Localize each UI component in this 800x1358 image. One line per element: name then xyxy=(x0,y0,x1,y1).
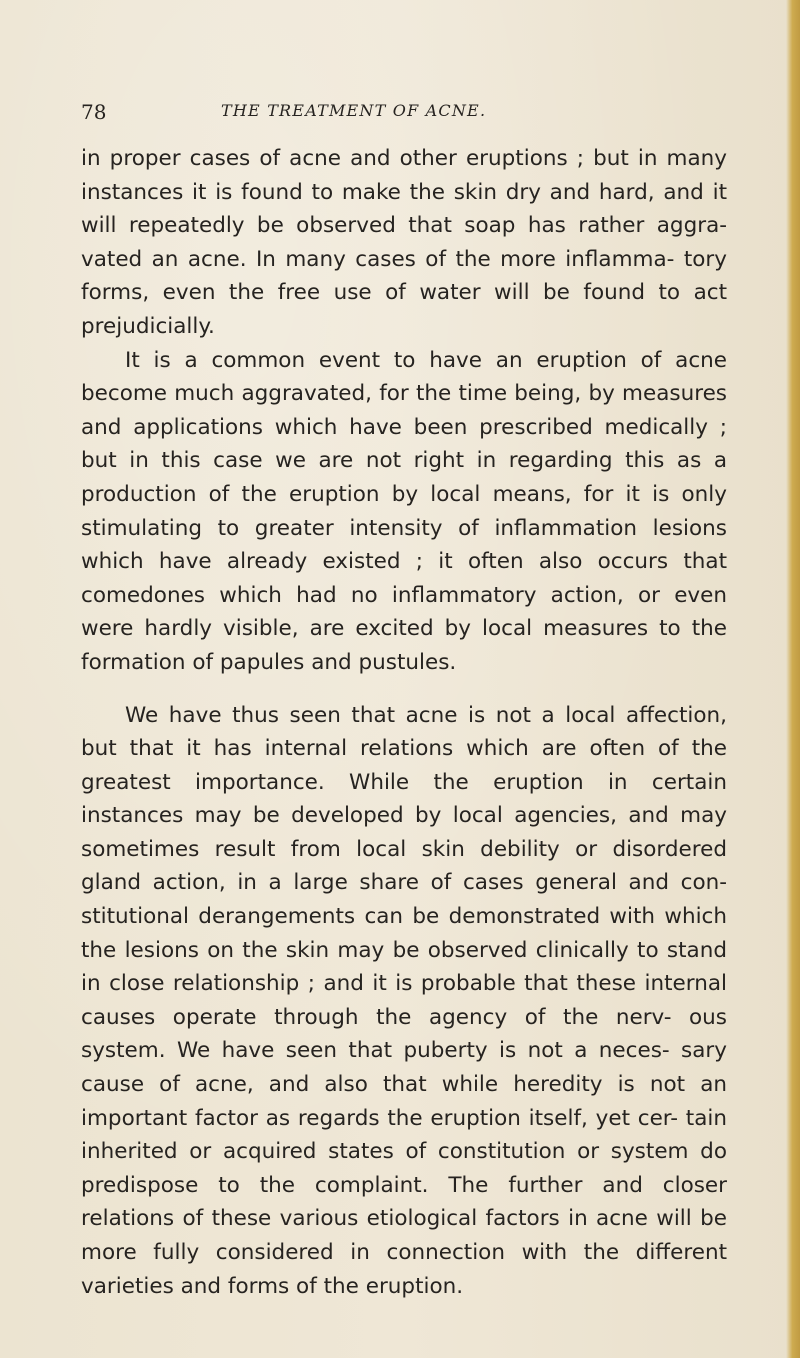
running-title: THE TREATMENT OF ACNE. xyxy=(221,101,487,120)
body-text xyxy=(81,142,727,1303)
page-header xyxy=(81,100,721,130)
page-edge xyxy=(786,0,800,1358)
paragraph: It is a common event to have an eruption of acne become much aggravated, for the time being, by measures and applications which have been prescribed medically ; but in this case we are not right in regarding this as a production of the eruption by local means, for it is only stimulating to greater intensity of inflammation lesions which have already existed ; it often also occurs that comedones which had no inflammatory action, or even were hardly visible, are excited by local measures to the formation of papules and pustules. xyxy=(81,347,727,675)
paragraph-continued: in proper cases of acne and other eruptions ; but in many instances it is found to make the skin dry and hard, and it will repeatedly be observed that soap has rather aggra- vated an acne. In many cases of the more inflamma- tory forms, even the free use of water will be found to act prejudicially. xyxy=(81,146,727,339)
paragraph: We have thus seen that acne is not a local affection, but that it has internal relations which are often of the greatest importance. While the eruption in certain instances may be developed by local agencies, and may sometimes result from local skin debility or disordered gland action, in a large share of cases general and con- stitutional derangements can be demonstrated with which the lesions on the skin may be observed clinically to stand in close relationship ; and it is probable that these internal causes operate through the agency of the nerv- ous system. We have seen that puberty is not a neces- sary cause of acne, and also that while heredity is not an important factor as regards the eruption itself, yet cer- tain inherited or acquired states of constitution or system do predispose to the complaint. The further and closer relations of these various etiological factors in acne will be more fully considered in connection with the different varieties and forms of the eruption. xyxy=(81,702,727,1299)
page-number: 78 xyxy=(81,100,107,124)
